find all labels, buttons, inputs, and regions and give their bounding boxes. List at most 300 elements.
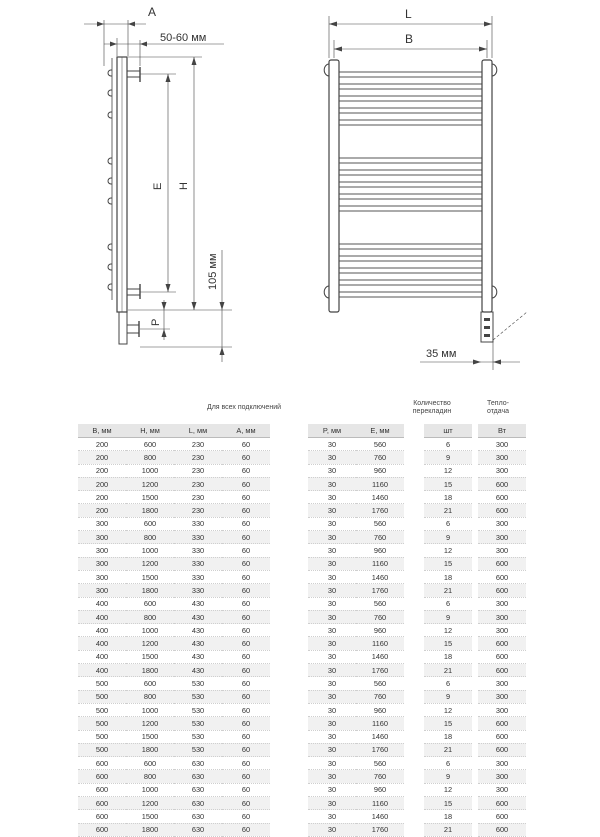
- cell-gap: [404, 677, 424, 690]
- cell-gap: [270, 810, 308, 823]
- cell-p: 30: [308, 477, 356, 490]
- cell-l: 230: [174, 464, 222, 477]
- cell-gap: [404, 624, 424, 637]
- cell-b: 600: [78, 823, 126, 836]
- cell-p: 30: [308, 823, 356, 836]
- cell-count: 21: [424, 584, 472, 597]
- cell-count: 12: [424, 544, 472, 557]
- cell-b: 600: [78, 770, 126, 783]
- cell-p: 30: [308, 504, 356, 517]
- cell-e: 1460: [356, 650, 404, 663]
- cell-h: 600: [126, 438, 174, 451]
- cell-h: 600: [126, 757, 174, 770]
- cell-count: 15: [424, 557, 472, 570]
- dim-gap-label: 50-60 мм: [160, 32, 207, 44]
- cell-count: 21: [424, 664, 472, 677]
- cell-b: 400: [78, 597, 126, 610]
- cell-gap: [270, 570, 308, 583]
- cell-p: 30: [308, 570, 356, 583]
- cell-gap: [404, 703, 424, 716]
- cell-l: 530: [174, 743, 222, 756]
- cell-gap: [270, 477, 308, 490]
- header-count: шт: [424, 424, 472, 438]
- cell-gap: [404, 517, 424, 530]
- cell-gap: [404, 637, 424, 650]
- cell-e: 760: [356, 610, 404, 623]
- cell-gap: [404, 557, 424, 570]
- cell-b: 500: [78, 730, 126, 743]
- cell-p: 30: [308, 451, 356, 464]
- cell-count: 12: [424, 783, 472, 796]
- table-row: [78, 584, 526, 597]
- cell-p: 30: [308, 757, 356, 770]
- cell-e: 560: [356, 438, 404, 451]
- cell-e: 560: [356, 757, 404, 770]
- cell-gap: [270, 783, 308, 796]
- cell-b: 200: [78, 491, 126, 504]
- cell-gap: [270, 797, 308, 810]
- cell-power: 300: [478, 677, 526, 690]
- cell-l: 230: [174, 491, 222, 504]
- dim-a-label: A: [148, 5, 157, 19]
- cell-b: 600: [78, 783, 126, 796]
- cell-p: 30: [308, 783, 356, 796]
- cell-l: 330: [174, 517, 222, 530]
- group-header-heat: [470, 400, 526, 416]
- cell-h: 1500: [126, 650, 174, 663]
- cell-gap: [270, 664, 308, 677]
- cell-h: 1000: [126, 783, 174, 796]
- cell-gap: [404, 757, 424, 770]
- table-row: [78, 570, 526, 583]
- table-row: [78, 610, 526, 623]
- cell-gap: [404, 797, 424, 810]
- cell-h: 1000: [126, 703, 174, 716]
- table-row: [78, 517, 526, 530]
- cell-e: 1160: [356, 637, 404, 650]
- cell-power: 300: [478, 517, 526, 530]
- cell-power: 600: [478, 797, 526, 810]
- cell-l: 330: [174, 544, 222, 557]
- cell-p: 30: [308, 624, 356, 637]
- cell-count: 6: [424, 757, 472, 770]
- cell-p: 30: [308, 557, 356, 570]
- cell-power: 600: [478, 810, 526, 823]
- cell-gap: [270, 703, 308, 716]
- wall-hooks: [108, 70, 112, 290]
- cell-e: 1760: [356, 584, 404, 597]
- cell-count: 12: [424, 703, 472, 716]
- cell-b: 400: [78, 650, 126, 663]
- cell-e: 1160: [356, 477, 404, 490]
- cell-gap: [270, 557, 308, 570]
- cell-power: 300: [478, 757, 526, 770]
- cell-a: 60: [222, 597, 270, 610]
- cell-a: 60: [222, 624, 270, 637]
- header-a: A, мм: [222, 424, 270, 438]
- cell-e: 760: [356, 451, 404, 464]
- cell-gap: [404, 690, 424, 703]
- cell-power: 600: [478, 664, 526, 677]
- cell-power: 300: [478, 531, 526, 544]
- cell-l: 630: [174, 757, 222, 770]
- cell-h: 1200: [126, 797, 174, 810]
- cell-l: 430: [174, 610, 222, 623]
- cell-e: 760: [356, 690, 404, 703]
- cell-count: 15: [424, 797, 472, 810]
- cell-p: 30: [308, 597, 356, 610]
- header-e: E, мм: [356, 424, 404, 438]
- cell-count: 21: [424, 743, 472, 756]
- cell-a: 60: [222, 477, 270, 490]
- cell-e: 960: [356, 624, 404, 637]
- cell-gap: [404, 544, 424, 557]
- cell-a: 60: [222, 544, 270, 557]
- cell-h: 1800: [126, 504, 174, 517]
- cell-gap: [270, 464, 308, 477]
- cell-a: 60: [222, 703, 270, 716]
- cell-l: 330: [174, 570, 222, 583]
- table-header-row: [78, 424, 526, 438]
- table-row: [78, 637, 526, 650]
- cell-b: 500: [78, 703, 126, 716]
- cell-b: 300: [78, 570, 126, 583]
- cell-power: 600: [478, 730, 526, 743]
- cell-power: 600: [478, 557, 526, 570]
- dim-105-label: 105 мм: [207, 253, 219, 290]
- cell-gap: [270, 717, 308, 730]
- cell-gap: [270, 823, 308, 836]
- cell-gap: [270, 770, 308, 783]
- cell-gap: [404, 477, 424, 490]
- cell-b: 600: [78, 757, 126, 770]
- cell-e: 1760: [356, 664, 404, 677]
- cell-gap: [404, 810, 424, 823]
- cell-gap: [270, 757, 308, 770]
- table-row: [78, 451, 526, 464]
- cell-p: 30: [308, 770, 356, 783]
- header-h: H, мм: [126, 424, 174, 438]
- group-header-count-line1: Количество: [413, 400, 451, 407]
- table-row: [78, 690, 526, 703]
- cell-e: 1460: [356, 810, 404, 823]
- cell-l: 230: [174, 438, 222, 451]
- table-row: [78, 730, 526, 743]
- wall-brackets: [324, 64, 497, 298]
- cell-a: 60: [222, 637, 270, 650]
- cell-e: 760: [356, 770, 404, 783]
- cell-b: 300: [78, 584, 126, 597]
- cell-p: 30: [308, 743, 356, 756]
- cell-p: 30: [308, 650, 356, 663]
- cell-p: 30: [308, 810, 356, 823]
- cell-h: 1800: [126, 743, 174, 756]
- side-view: [84, 20, 232, 362]
- cell-gap: [270, 531, 308, 544]
- cell-l: 630: [174, 783, 222, 796]
- table-row: [78, 823, 526, 836]
- cell-gap: [270, 690, 308, 703]
- cell-gap: [270, 610, 308, 623]
- group-header-count-line2: перекладин: [412, 408, 452, 415]
- cell-gap: [270, 584, 308, 597]
- cell-power: 600: [478, 637, 526, 650]
- cell-a: 60: [222, 730, 270, 743]
- table-row: [78, 703, 526, 716]
- cell-gap: [404, 770, 424, 783]
- cell-e: 760: [356, 531, 404, 544]
- cell-gap: [270, 677, 308, 690]
- cell-e: 560: [356, 517, 404, 530]
- spec-table: [78, 424, 526, 837]
- cell-gap: [404, 597, 424, 610]
- cell-b: 200: [78, 477, 126, 490]
- cell-gap: [270, 451, 308, 464]
- cell-count: 9: [424, 690, 472, 703]
- cell-h: 1000: [126, 544, 174, 557]
- cell-b: 300: [78, 517, 126, 530]
- cell-count: 18: [424, 810, 472, 823]
- table-row: [78, 438, 526, 451]
- header-gap: [404, 424, 424, 438]
- cell-power: 600: [478, 584, 526, 597]
- cell-b: 200: [78, 504, 126, 517]
- cell-gap: [404, 610, 424, 623]
- cell-p: 30: [308, 690, 356, 703]
- cell-power: 600: [478, 477, 526, 490]
- cell-power: 600: [478, 823, 526, 836]
- table-row: [78, 770, 526, 783]
- cell-power: 300: [478, 451, 526, 464]
- header-gap: [270, 424, 308, 438]
- cell-gap: [270, 743, 308, 756]
- cell-l: 330: [174, 557, 222, 570]
- front-view: [324, 16, 527, 370]
- cell-b: 200: [78, 451, 126, 464]
- table-row: [78, 597, 526, 610]
- cell-l: 530: [174, 717, 222, 730]
- table-row: [78, 557, 526, 570]
- group-header-heat-line1: Тепло-: [487, 400, 509, 407]
- cell-a: 60: [222, 664, 270, 677]
- dim-h-label: H: [178, 182, 190, 190]
- cell-e: 1760: [356, 504, 404, 517]
- cell-l: 530: [174, 677, 222, 690]
- cell-a: 60: [222, 797, 270, 810]
- cell-e: 960: [356, 464, 404, 477]
- cell-b: 400: [78, 637, 126, 650]
- table-row: [78, 810, 526, 823]
- cell-gap: [404, 570, 424, 583]
- cell-gap: [404, 730, 424, 743]
- cell-l: 530: [174, 703, 222, 716]
- cell-p: 30: [308, 517, 356, 530]
- cell-b: 500: [78, 690, 126, 703]
- cell-count: 21: [424, 823, 472, 836]
- cell-power: 600: [478, 491, 526, 504]
- cell-b: 200: [78, 464, 126, 477]
- cell-a: 60: [222, 451, 270, 464]
- header-l: L, мм: [174, 424, 222, 438]
- cell-l: 230: [174, 504, 222, 517]
- cell-h: 1200: [126, 637, 174, 650]
- cell-b: 500: [78, 677, 126, 690]
- cell-h: 1500: [126, 570, 174, 583]
- cell-h: 1200: [126, 717, 174, 730]
- cell-h: 800: [126, 531, 174, 544]
- group-header-all: Для всех подключений: [206, 404, 282, 411]
- table-row: [78, 664, 526, 677]
- cell-gap: [404, 743, 424, 756]
- cell-power: 600: [478, 743, 526, 756]
- cell-gap: [270, 637, 308, 650]
- table-row: [78, 544, 526, 557]
- cell-e: 960: [356, 703, 404, 716]
- cell-count: 15: [424, 637, 472, 650]
- cell-p: 30: [308, 664, 356, 677]
- cell-a: 60: [222, 810, 270, 823]
- cell-h: 1800: [126, 664, 174, 677]
- cell-gap: [270, 624, 308, 637]
- cell-e: 1160: [356, 557, 404, 570]
- cell-l: 330: [174, 584, 222, 597]
- header-b: B, мм: [78, 424, 126, 438]
- cell-p: 30: [308, 717, 356, 730]
- cell-h: 800: [126, 690, 174, 703]
- cell-e: 1460: [356, 491, 404, 504]
- cell-count: 6: [424, 597, 472, 610]
- header-power: Вт: [478, 424, 526, 438]
- cell-l: 630: [174, 810, 222, 823]
- cell-a: 60: [222, 757, 270, 770]
- cell-p: 30: [308, 438, 356, 451]
- cell-a: 60: [222, 677, 270, 690]
- cell-a: 60: [222, 743, 270, 756]
- cell-count: 18: [424, 491, 472, 504]
- dim-35-label: 35 мм: [426, 348, 457, 360]
- cell-count: 6: [424, 677, 472, 690]
- cell-gap: [270, 504, 308, 517]
- cell-b: 400: [78, 610, 126, 623]
- crossbars: [339, 72, 482, 297]
- cell-power: 300: [478, 703, 526, 716]
- cell-h: 600: [126, 677, 174, 690]
- cell-count: 9: [424, 531, 472, 544]
- table-row: [78, 717, 526, 730]
- table-row: [78, 504, 526, 517]
- cell-gap: [270, 544, 308, 557]
- cell-a: 60: [222, 517, 270, 530]
- cell-h: 1500: [126, 810, 174, 823]
- cell-p: 30: [308, 544, 356, 557]
- cell-b: 600: [78, 810, 126, 823]
- cell-l: 430: [174, 664, 222, 677]
- cell-l: 630: [174, 797, 222, 810]
- cell-p: 30: [308, 703, 356, 716]
- cell-a: 60: [222, 823, 270, 836]
- table-row: [78, 797, 526, 810]
- cell-h: 800: [126, 610, 174, 623]
- cell-l: 430: [174, 650, 222, 663]
- cell-gap: [404, 531, 424, 544]
- group-header-heat-line2: отдача: [486, 408, 510, 415]
- cell-power: 600: [478, 570, 526, 583]
- cell-count: 15: [424, 477, 472, 490]
- cell-p: 30: [308, 531, 356, 544]
- cell-b: 200: [78, 438, 126, 451]
- cell-power: 300: [478, 610, 526, 623]
- cell-count: 9: [424, 451, 472, 464]
- cell-a: 60: [222, 531, 270, 544]
- cell-p: 30: [308, 584, 356, 597]
- cell-h: 1800: [126, 584, 174, 597]
- table-row: [78, 783, 526, 796]
- cell-h: 1000: [126, 624, 174, 637]
- cell-gap: [404, 451, 424, 464]
- cell-e: 1160: [356, 717, 404, 730]
- cell-gap: [270, 438, 308, 451]
- cell-h: 1800: [126, 823, 174, 836]
- cell-count: 21: [424, 504, 472, 517]
- cell-p: 30: [308, 677, 356, 690]
- cell-a: 60: [222, 491, 270, 504]
- cell-gap: [404, 438, 424, 451]
- cell-a: 60: [222, 650, 270, 663]
- cell-gap: [270, 491, 308, 504]
- cell-a: 60: [222, 717, 270, 730]
- cell-a: 60: [222, 504, 270, 517]
- cell-gap: [270, 730, 308, 743]
- dim-l-label: L: [405, 7, 412, 21]
- cell-l: 530: [174, 690, 222, 703]
- cell-p: 30: [308, 491, 356, 504]
- cell-gap: [404, 664, 424, 677]
- group-header-count: [396, 400, 468, 416]
- cell-h: 1200: [126, 557, 174, 570]
- cell-p: 30: [308, 797, 356, 810]
- cell-b: 300: [78, 544, 126, 557]
- table-row: [78, 650, 526, 663]
- cell-l: 630: [174, 823, 222, 836]
- table-row: [78, 677, 526, 690]
- table-row: [78, 464, 526, 477]
- cell-power: 300: [478, 690, 526, 703]
- cell-count: 6: [424, 517, 472, 530]
- cell-gap: [404, 717, 424, 730]
- cell-h: 1200: [126, 477, 174, 490]
- cell-e: 1760: [356, 743, 404, 756]
- cell-e: 1760: [356, 823, 404, 836]
- cell-a: 60: [222, 610, 270, 623]
- cell-p: 30: [308, 464, 356, 477]
- cell-gap: [404, 491, 424, 504]
- cell-count: 6: [424, 438, 472, 451]
- cell-l: 330: [174, 531, 222, 544]
- table-row: [78, 743, 526, 756]
- table-row: [78, 477, 526, 490]
- cell-count: 15: [424, 717, 472, 730]
- cell-e: 560: [356, 597, 404, 610]
- technical-drawing: [0, 0, 600, 380]
- cell-power: 300: [478, 464, 526, 477]
- cell-gap: [404, 823, 424, 836]
- cell-b: 400: [78, 664, 126, 677]
- cell-l: 430: [174, 624, 222, 637]
- cell-power: 300: [478, 438, 526, 451]
- cell-h: 1000: [126, 464, 174, 477]
- table-row: [78, 757, 526, 770]
- cell-b: 600: [78, 797, 126, 810]
